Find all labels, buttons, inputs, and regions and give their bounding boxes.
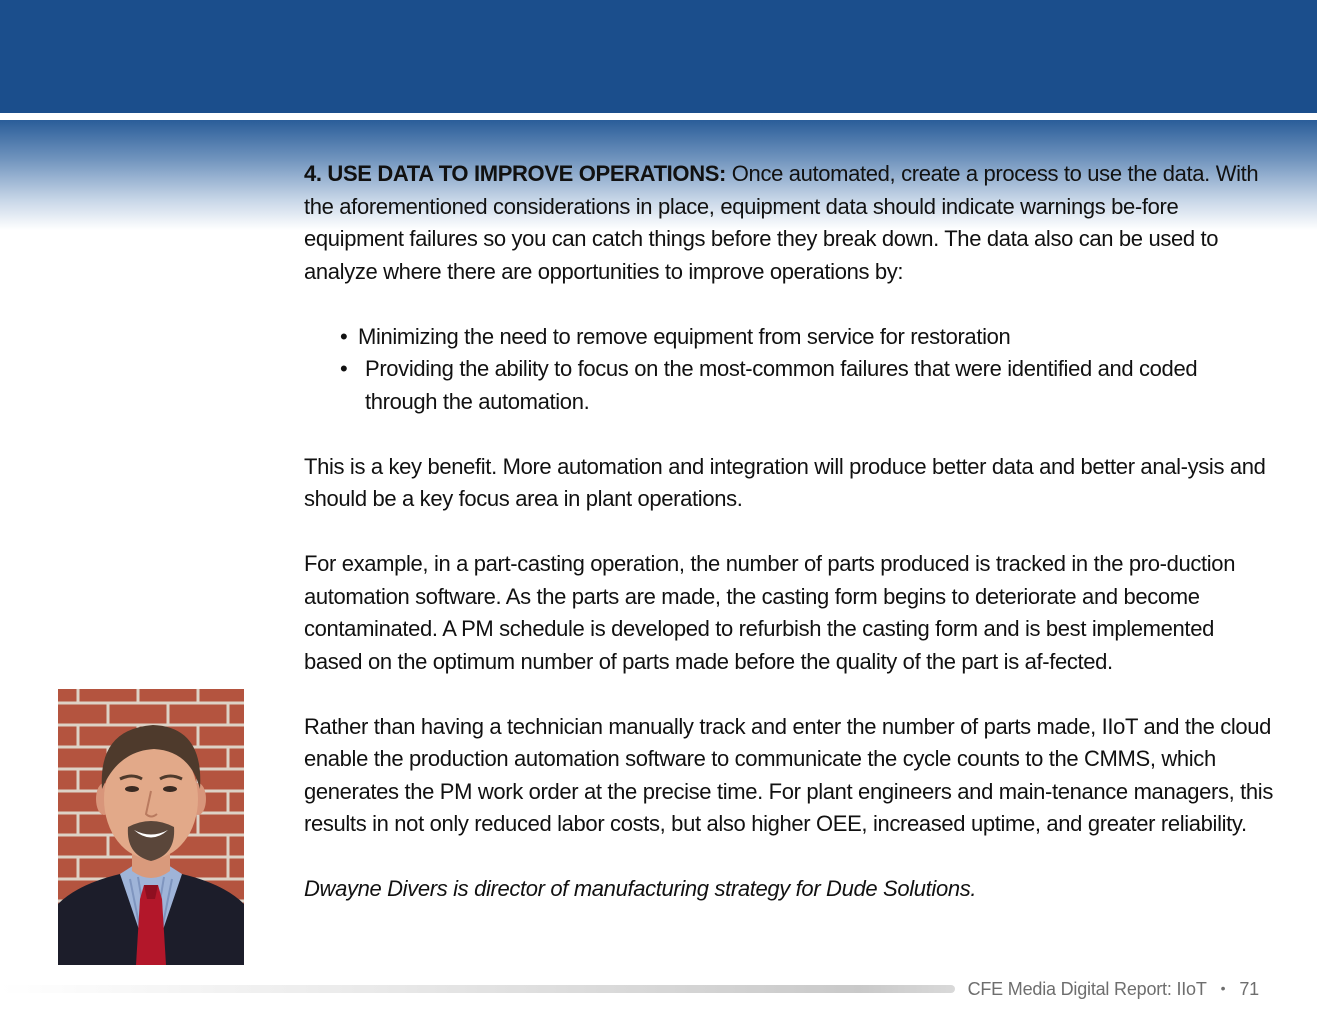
list-item — [304, 353, 1274, 418]
author-bio: Dwayne Divers is director of manufacturing strategy for Dude Solutions. — [304, 876, 977, 901]
paragraph-key-benefit: This is a key benefit. More automation and integration will produce better data and better anal-ysis and should be a key focus area in plant operations. — [304, 453, 1266, 511]
bullet-text: Minimizing the need to remove equipment from service for restoration — [358, 323, 1011, 349]
footer-rule — [0, 985, 955, 993]
header-divider — [0, 113, 1317, 120]
footer-separator-icon: • — [1220, 980, 1226, 996]
list-item — [304, 321, 1274, 354]
section-heading: 4. USE DATA TO IMPROVE OPERATIONS: — [304, 161, 727, 186]
author-photo — [58, 689, 244, 965]
bullet-icon: • — [340, 323, 348, 349]
bullet-list — [304, 321, 1274, 419]
paragraph-example: For example, in a part-casting operation, the number of parts produced is tracked in the pro-duction automation software. As the parts are made, the casting form begins to deteriorate and become contaminated. A PM schedule is developed to refurbish the casting form and is best implemented based on the optimum number of parts made before the quality of the part is af-fected. — [304, 551, 1236, 674]
article-body — [304, 158, 1274, 938]
footer-publication: CFE Media Digital Report: IIoT — [967, 979, 1207, 999]
bullet-icon: • — [340, 356, 348, 381]
footer — [968, 979, 1259, 1000]
bullet-text: Providing the ability to focus on the most-common failures that were identified and coded through the automation. — [365, 356, 1198, 414]
section-intro — [304, 158, 1274, 288]
paragraph-iiot-cloud: Rather than having a technician manually track and enter the number of parts made, IIoT and the cloud enable the production automation software to communicate the cycle counts to the CMMS, which generates the PM work order at the precise time. For plant engineers and main-tenance managers, this results in not only reduced labor costs, but also higher OEE, increased uptime, and greater reliability. — [304, 713, 1273, 836]
section-intro-text: Once automated, create a process to use the data. With the aforementioned considerations in place, equipment data should indicate warnings be-fore equipment failures so you can catch things before they break down. The data also can be used to analyze where there are opportunities to improve operations by: — [304, 161, 1259, 284]
header-band — [0, 0, 1317, 113]
page-number: 71 — [1239, 979, 1259, 999]
